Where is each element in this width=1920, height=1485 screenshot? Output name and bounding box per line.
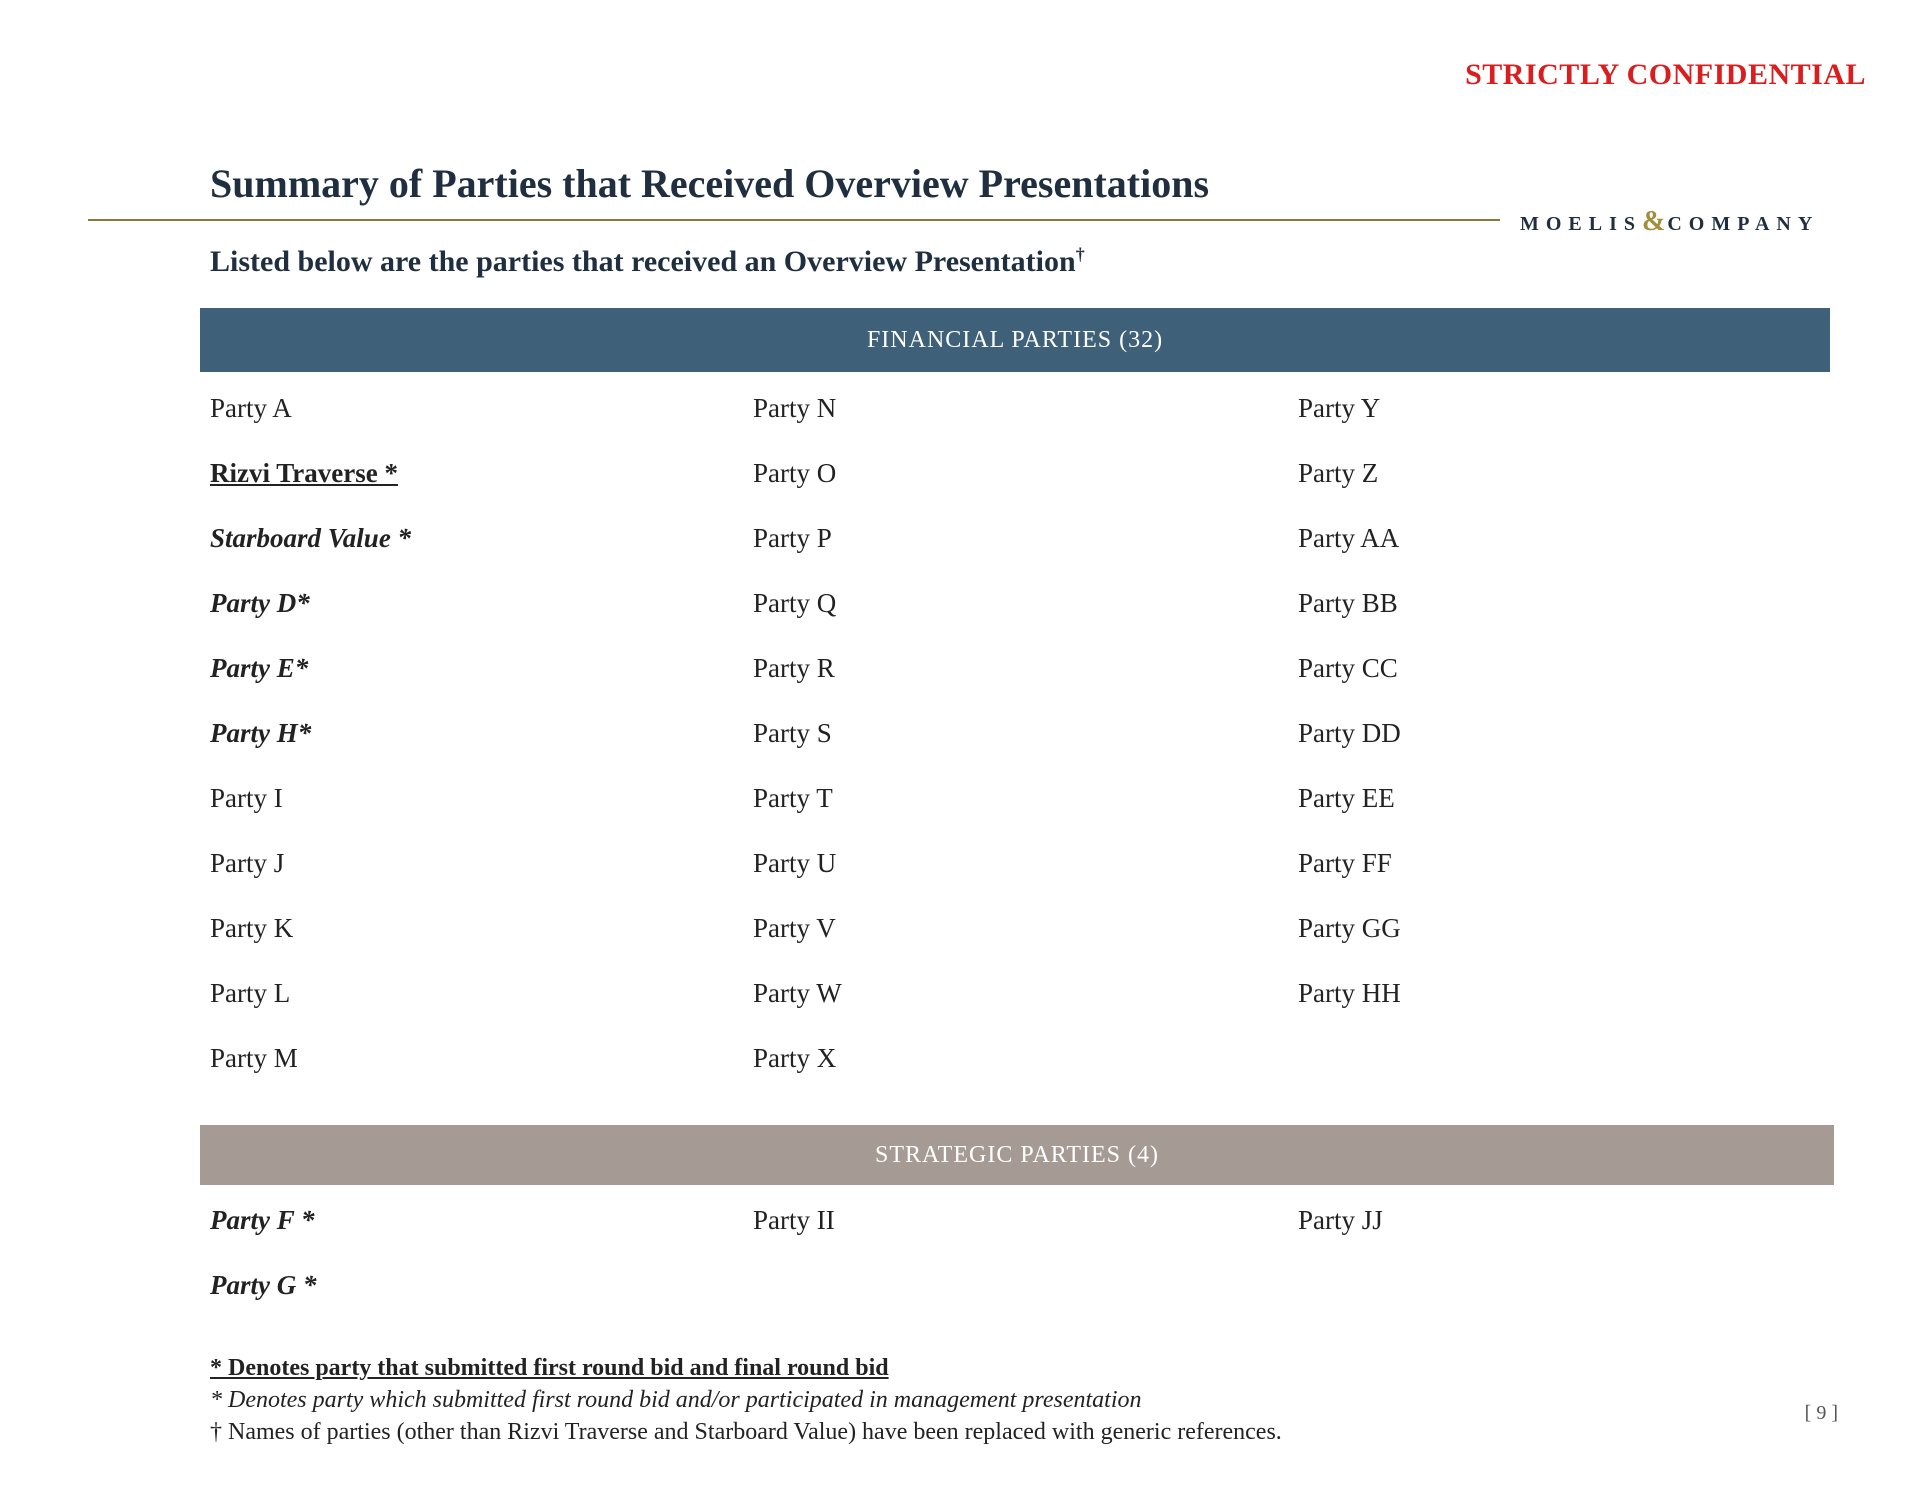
financial-parties-header: FINANCIAL PARTIES (32) (200, 308, 1830, 372)
logo-ampersand: & (1642, 206, 1668, 237)
party-name: Party JJ (1298, 1205, 1383, 1235)
party-name: Party P (753, 523, 832, 553)
footnotes (210, 1352, 1282, 1448)
party-name-empty (753, 1265, 1298, 1330)
party-name: Party M (210, 1043, 298, 1073)
company-logo (1520, 206, 1819, 238)
party-name: Party F * (210, 1205, 315, 1235)
logo-right-text: COMPANY (1667, 213, 1820, 235)
party-name-empty (1298, 1265, 1830, 1330)
party-name-starboard: Starboard Value * (210, 523, 412, 553)
title-divider (88, 219, 1500, 221)
party-name: Party D* (210, 588, 310, 618)
party-name: Party EE (1298, 783, 1395, 813)
party-name: Party H* (210, 718, 312, 748)
subtitle-dagger: † (1075, 244, 1085, 264)
party-name: Party II (753, 1205, 835, 1235)
footnote-generic-names: † Names of parties (other than Rizvi Traverse and Starboard Value) have been replaced with generic references. (210, 1419, 1282, 1445)
party-name: Party A (210, 393, 292, 423)
page-title: Summary of Parties that Received Overview Presentations (210, 161, 1210, 206)
party-name: Party CC (1298, 653, 1398, 683)
party-name: Party W (753, 978, 842, 1008)
party-name: Party I (210, 783, 283, 813)
party-name: Party T (753, 783, 833, 813)
footnote-first-round: * Denotes party which submitted first round bid and/or participated in management presentation (210, 1387, 1142, 1413)
party-name-rizvi: Rizvi Traverse * (210, 458, 398, 488)
strategic-parties-header: STRATEGIC PARTIES (4) (200, 1125, 1834, 1185)
party-name: Party L (210, 978, 291, 1008)
party-name: Party N (753, 393, 837, 423)
party-name: Party V (753, 913, 836, 943)
party-name: Party U (753, 848, 837, 878)
party-name: Party DD (1298, 718, 1401, 748)
party-name: Party X (753, 1043, 837, 1073)
footnote-final-bid: * Denotes party that submitted first round bid and final round bid (210, 1355, 889, 1381)
party-name: Party E* (210, 653, 309, 683)
party-name: Party Y (1298, 393, 1381, 423)
page-number: [ 9 ] (1804, 1402, 1838, 1424)
confidentiality-label: STRICTLY CONFIDENTIAL (1465, 58, 1866, 91)
financial-parties-grid (210, 388, 1830, 1103)
party-name-empty (1298, 1038, 1830, 1103)
party-name: Party AA (1298, 523, 1400, 553)
party-name: Party FF (1298, 848, 1392, 878)
subtitle-text: Listed below are the parties that received an Overview Presentation (210, 245, 1076, 278)
party-name: Party BB (1298, 588, 1398, 618)
party-name: Party O (753, 458, 837, 488)
party-name: Party R (753, 653, 835, 683)
party-name: Party K (210, 913, 294, 943)
party-name: Party J (210, 848, 285, 878)
party-name: Party S (753, 718, 832, 748)
party-name: Party HH (1298, 978, 1401, 1008)
page-subtitle (210, 244, 1085, 279)
party-name: Party Q (753, 588, 837, 618)
logo-left-text: MOELIS (1520, 213, 1643, 235)
strategic-parties-grid (210, 1200, 1830, 1330)
party-name: Party G * (210, 1270, 317, 1300)
party-name: Party GG (1298, 913, 1401, 943)
party-name: Party Z (1298, 458, 1379, 488)
